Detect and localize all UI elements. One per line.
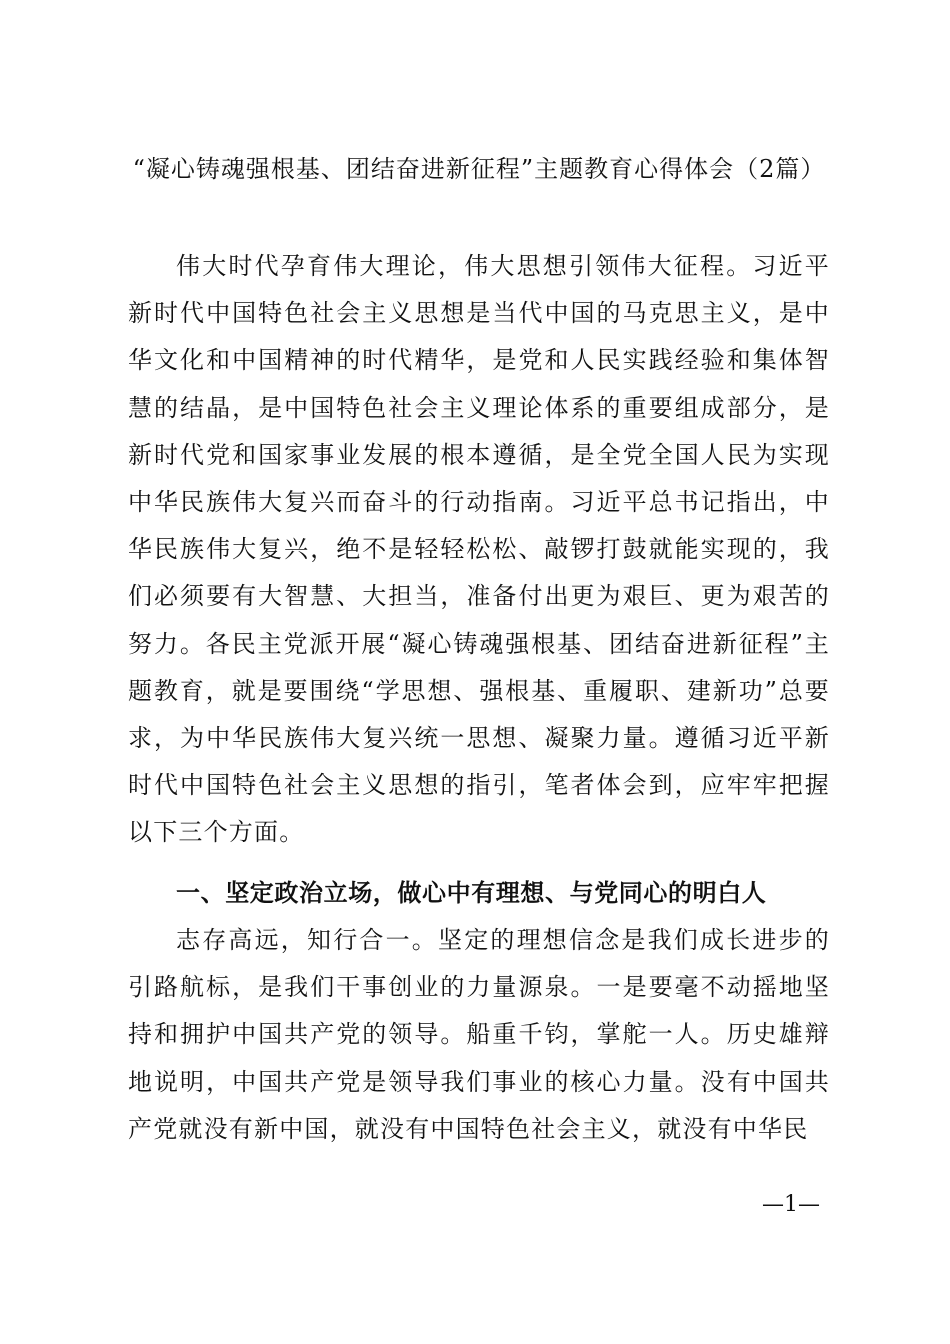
intro-paragraph: 伟大时代孕育伟大理论，伟大思想引领伟大征程。习近平新时代中国特色社会主义思想是当代中国的马克思主义，是中华文化和中国精神的时代精华，是党和人民实践经验和集体智慧的结晶，是中国特色社会主义理论体系的重要组成部分，是新时代党和国家事业发展的根本遵循，是全党全国人民为实现中华民族伟大复兴而奋斗的行动指南。习近平总书记指出，中华民族伟大复兴，绝不是轻轻松松、敲锣打鼓就能实现的，我们必须要有大智慧、大担当，准备付出更为艰巨、更为艰苦的努力。各民主党派开展“凝心铸魂强根基、团结奋进新征程”主题教育，就是要围绕“学思想、强根基、重履职、建新功”总要求，为中华民族伟大复兴统一思想、凝聚力量。遵循习近平新时代中国特色社会主义思想的指引，笔者体会到，应牢牢把握以下三个方面。 bbox=[128, 252, 830, 847]
page-number: —1— bbox=[762, 1192, 820, 1217]
section-paragraph: 志存高远，知行合一。坚定的理想信念是我们成长进步的引路航标，是我们干事创业的力量源泉。一是要毫不动摇地坚持和拥护中国共产党的领导。船重千钧，掌舵一人。历史雄辩地说明，中国共产党是领导我们事业的核心力量。没有中国共产党就没有新中国，就没有中国特色社会主义，就没有中华民 bbox=[128, 926, 830, 1143]
section-heading: 一、坚定政治立场，做心中有理想、与党同心的明白人 bbox=[176, 879, 767, 907]
document-title: “凝心铸魂强根基、团结奋进新征程”主题教育心得体会（2篇） bbox=[132, 155, 826, 183]
